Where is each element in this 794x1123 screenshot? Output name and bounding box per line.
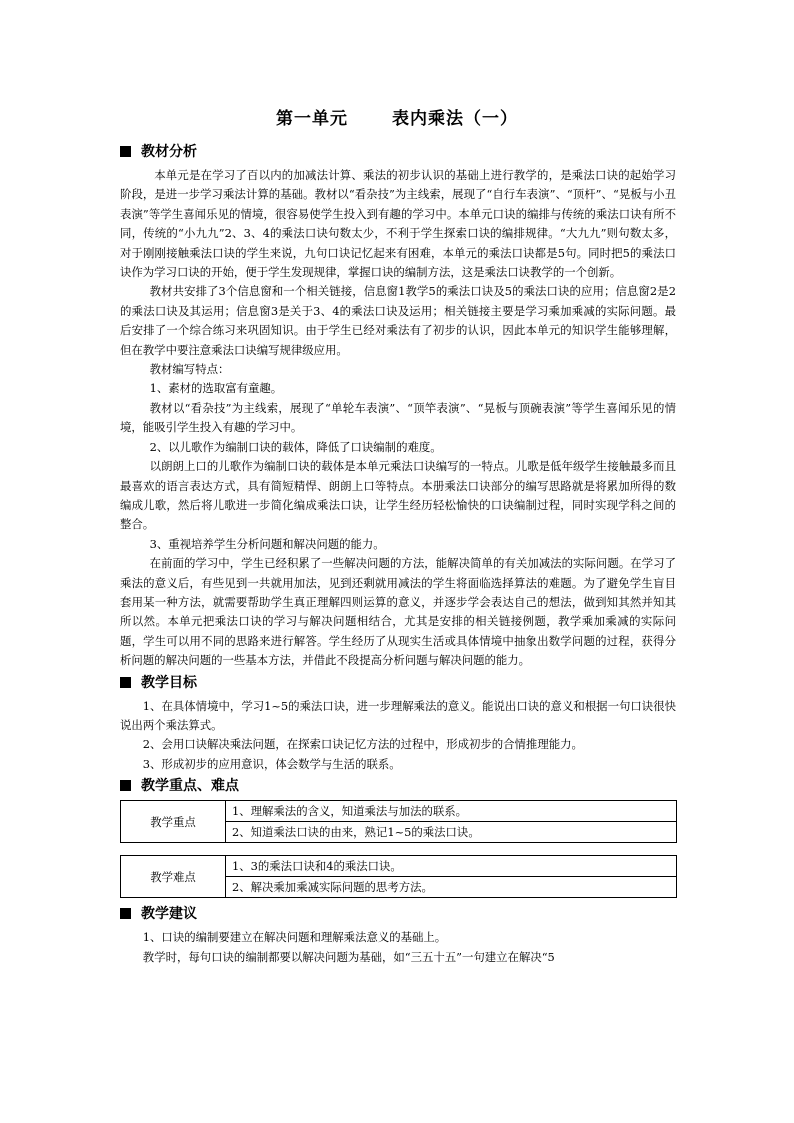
table-row <box>121 801 677 822</box>
bullet-square-icon <box>120 677 131 688</box>
paragraph: 教材编写特点： <box>149 362 230 377</box>
paragraph: 本单元是在学习了百以内的加减法计算、乘法的初步认识的基础上进行教学的，是乘法口诀的起始学习阶段，是进一步学习乘法计算的基础。教材以“看杂技”为主线索，展现了“自行车表演”、“顶杆”、“晃板与小丑表演”等学生喜闻乐见的情境，很容易使学生投入到有趣的学习中。本单元口诀的编排与传统的乘法口诀有所不同，传统的“小九九”2、3、4的乘法口诀句数太少，不利于学生探索口诀的编排规律。“大九九”则句数太多，对于刚刚接触乘法口诀的学生来说，九句口诀记忆起来有困难，本单元的乘法口诀都是5句。同时把5的乘法口诀作为学习口诀的开始，便于学生发现规律，掌握口诀的编制方法，这是乘法口诀教学的一个创新。 <box>120 168 676 280</box>
section-heading-analysis: 教材分析 <box>120 142 676 162</box>
table-cell: 2、知道乘法口诀的由来，熟记1~5的乘法口诀。 <box>226 822 677 843</box>
document-title <box>0 104 794 129</box>
paragraph: 3、重视培养学生分析问题和解决问题的能力。 <box>149 536 385 551</box>
paragraph: 2、会用口诀解决乘法问题，在探索口诀记忆方法的过程中，形成初步的合情推理能力。 <box>142 737 583 752</box>
paragraph: 1、在具体情境中，学习1~5的乘法口诀，进一步理解乘法的意义。能说出口诀的意义和根据一句口诀很快说出两个乘法算式。 <box>120 698 676 732</box>
table-label: 教学难点 <box>121 856 226 898</box>
section-heading-goals: 教学目标 <box>120 673 676 693</box>
paragraph: 3、形成初步的应用意识，体会数学与生活的联系。 <box>142 756 401 771</box>
table-cell: 1、理解乘法的含义，知道乘法与加法的联系。 <box>226 801 677 822</box>
paragraph: 以朗朗上口的儿歌作为编制口诀的载体是本单元乘法口诀编写的一特点。儿歌是低年级学生接触最多而且最喜欢的语言表达方式，具有简短精悍、朗朗上口等特点。本册乘法口诀部分的编写思路就是将累加所得的数编成儿歌，然后将儿歌进一步简化编成乘法口诀，让学生经历轻松愉快的口诀编制过程，同时实现学科之间的整合。 <box>120 459 676 532</box>
document-body <box>120 140 676 967</box>
title-unit: 第一单元 <box>276 109 348 129</box>
paragraph: 1、口诀的编制要建立在解决问题和理解乘法意义的基础上。 <box>142 930 447 945</box>
section-heading-key-points: 教学重点、难点 <box>120 776 676 796</box>
bullet-square-icon <box>120 146 131 157</box>
difficult-points-table <box>120 855 677 898</box>
table-row <box>121 856 677 877</box>
section-heading-suggestions: 教学建议 <box>120 904 676 924</box>
paragraph: 在前面的学习中，学生已经积累了一些解决问题的方法，能解决简单的有关加减法的实际问题。在学习了乘法的意义后，有些见到一共就用加法，见到还剩就用减法的学生将面临选择算法的难题。为了避免学生盲目套用某一种方法，就需要帮助学生真正理解四则运算的意义，并逐步学会表达自己的想法，做到知其然并知其所以然。本单元把乘法口诀的学习与解决问题相结合，尤其是安排的相关链接例题，教学乘加乘减的实际问题，学生可以用不同的思路来进行解答。学生经历了从现实生活或具体情境中抽象出数学问题的过程，获得分析问题的解决问题的一些基本方法，并借此不段提高分析问题与解决问题的能力。 <box>120 556 676 668</box>
paragraph: 教材共安排了3个信息窗和一个相关链接，信息窗1教学5的乘法口诀及5的乘法口诀的应用；信息窗2是2的乘法口诀及其运用；信息窗3是关于3、4的乘法口诀及运用；相关链接主要是学习乘加乘减的实际问题。最后安排了一个综合练习来巩固知识。由于学生已经对乘法有了初步的认识，因此本单元的知识学生能够理解，但在教学中要注意乘法口诀编写规律级应用。 <box>120 284 676 357</box>
table-cell: 2、解决乘加乘减实际问题的思考方法。 <box>226 877 677 898</box>
title-topic: 表内乘法（一） <box>392 109 518 129</box>
bullet-square-icon <box>120 908 131 919</box>
table-label: 教学重点 <box>121 801 226 843</box>
bullet-square-icon <box>120 780 131 791</box>
key-points-table <box>120 800 677 843</box>
paragraph: 教学时，每句口诀的编制都要以解决问题为基础，如“三五十五”一句建立在解决“5 <box>142 949 555 964</box>
paragraph: 2、以儿歌作为编制口诀的载体，降低了口诀编制的难度。 <box>149 439 442 454</box>
table-cell: 1、3的乘法口诀和4的乘法口诀。 <box>226 856 677 877</box>
paragraph: 1、素材的选取富有童趣。 <box>149 381 283 396</box>
paragraph: 教材以“看杂技”为主线索，展现了“单轮车表演”、“顶竿表演”、“晃板与顶碗表演”等学生喜闻乐见的情境，能吸引学生投入有趣的学习中。 <box>120 400 676 435</box>
